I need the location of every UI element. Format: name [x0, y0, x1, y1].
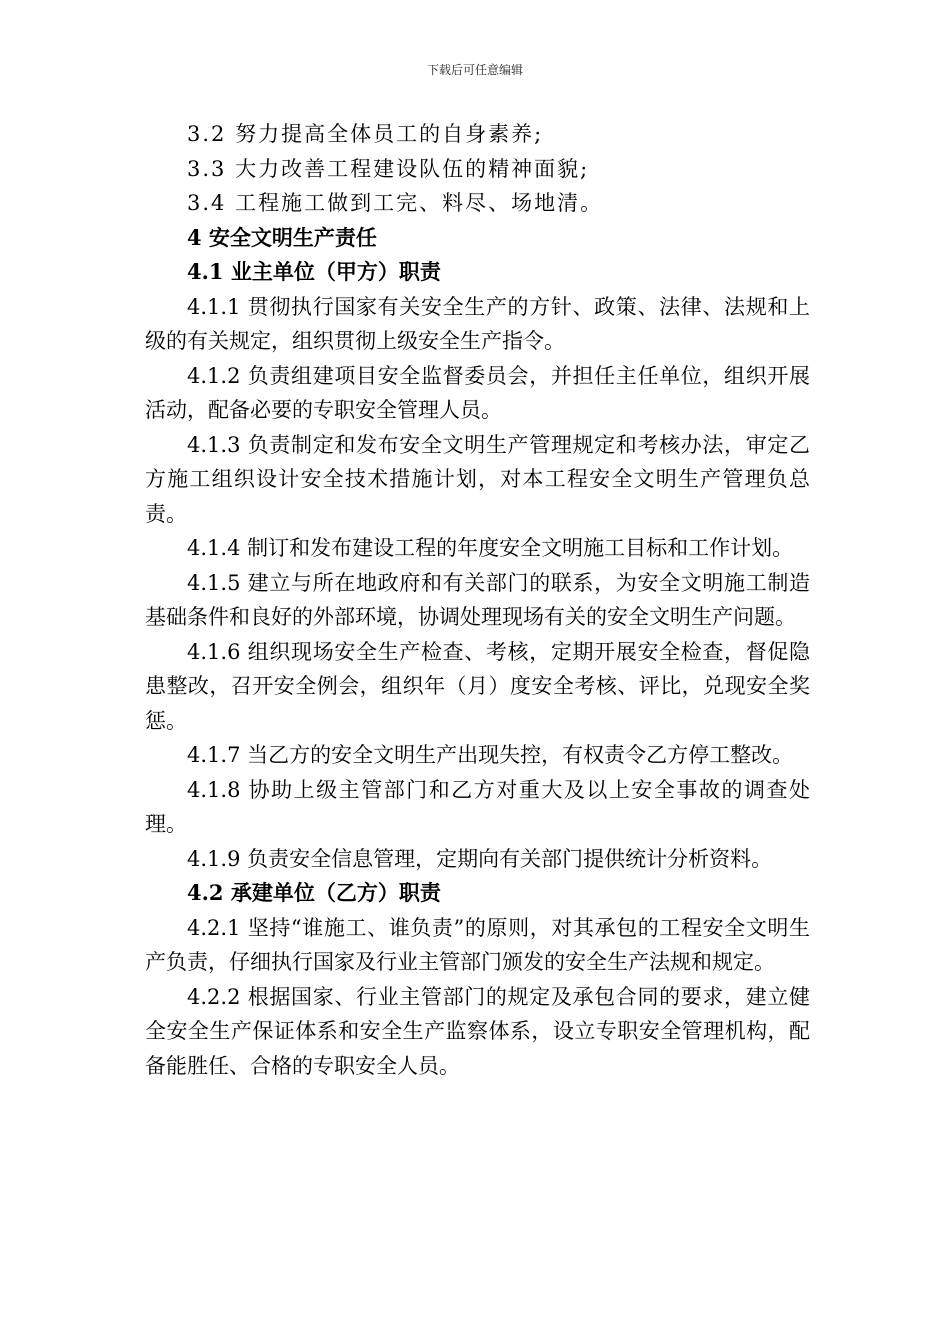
item-4-2-2: 4.2.2 根据国家、行业主管部门的规定及承包合同的要求，建立健全安全生产保证体系和安全生产监察体系，设立专职安全管理机构，配备能胜任、合格的专职安全人员。 [145, 984, 810, 1078]
page-header: 下载后可任意编辑 [426, 63, 523, 77]
item-4-1-3: 4.1.3 负责制定和发布安全文明生产管理规定和考核办法，审定乙方施工组织设计安全技术措施计划，对本工程安全文明生产管理负总责。 [145, 432, 810, 526]
item-4-1-8: 4.1.8 协助上级主管部门和乙方对重大及以上安全事故的调查处理。 [145, 777, 810, 836]
item-4-1-6: 4.1.6 组织现场安全生产检查、考核，定期开展安全检查，督促隐患整改，召开安全例会，组织年（月）度安全考核、评比，兑现安全奖惩。 [145, 639, 810, 733]
item-4-1-2: 4.1.2 负责组建项目安全监督委员会，并担任主任单位，组织开展活动，配备必要的专职安全管理人员。 [145, 363, 810, 422]
item-4-1-7: 4.1.7 当乙方的安全文明生产出现失控，有权责令乙方停工整改。 [187, 743, 794, 767]
item-4-1-1: 4.1.1 贯彻执行国家有关安全生产的方针、政策、法律、法规和上级的有关规定，组织贯彻上级安全生产指令。 [145, 294, 810, 353]
item-4-1-4: 4.1.4 制订和发布建设工程的年度安全文明施工目标和工作计划。 [187, 536, 794, 560]
section-4-1-heading: 4.1 业主单位（甲方）职责 [187, 259, 441, 284]
item-4-1-9: 4.1.9 负责安全信息管理，定期向有关部门提供统计分析资料。 [187, 846, 773, 871]
section-4-heading: 4 安全文明生产责任 [187, 224, 377, 250]
item-3-4: 3.4 工程施工做到工完、料尽、场地清。 [187, 191, 604, 215]
section-4-2-heading: 4.2 承建单位（乙方）职责 [187, 880, 441, 905]
item-3-2: 3.2 努力提高全体员工的自身素养; [187, 122, 544, 146]
document-body [145, 117, 810, 1083]
item-4-2-1: 4.2.1 坚持“谁施工、谁负责”的原则，对其承包的工程安全文明生产负责，仔细执行国家及行业主管部门颁发的安全生产法规和规定。 [145, 915, 810, 974]
item-3-3: 3.3 大力改善工程建设队伍的精神面貌; [187, 156, 590, 181]
item-4-1-5: 4.1.5 建立与所在地政府和有关部门的联系，为安全文明施工制造基础条件和良好的外部环境，协调处理现场有关的安全文明生产问题。 [145, 570, 810, 629]
